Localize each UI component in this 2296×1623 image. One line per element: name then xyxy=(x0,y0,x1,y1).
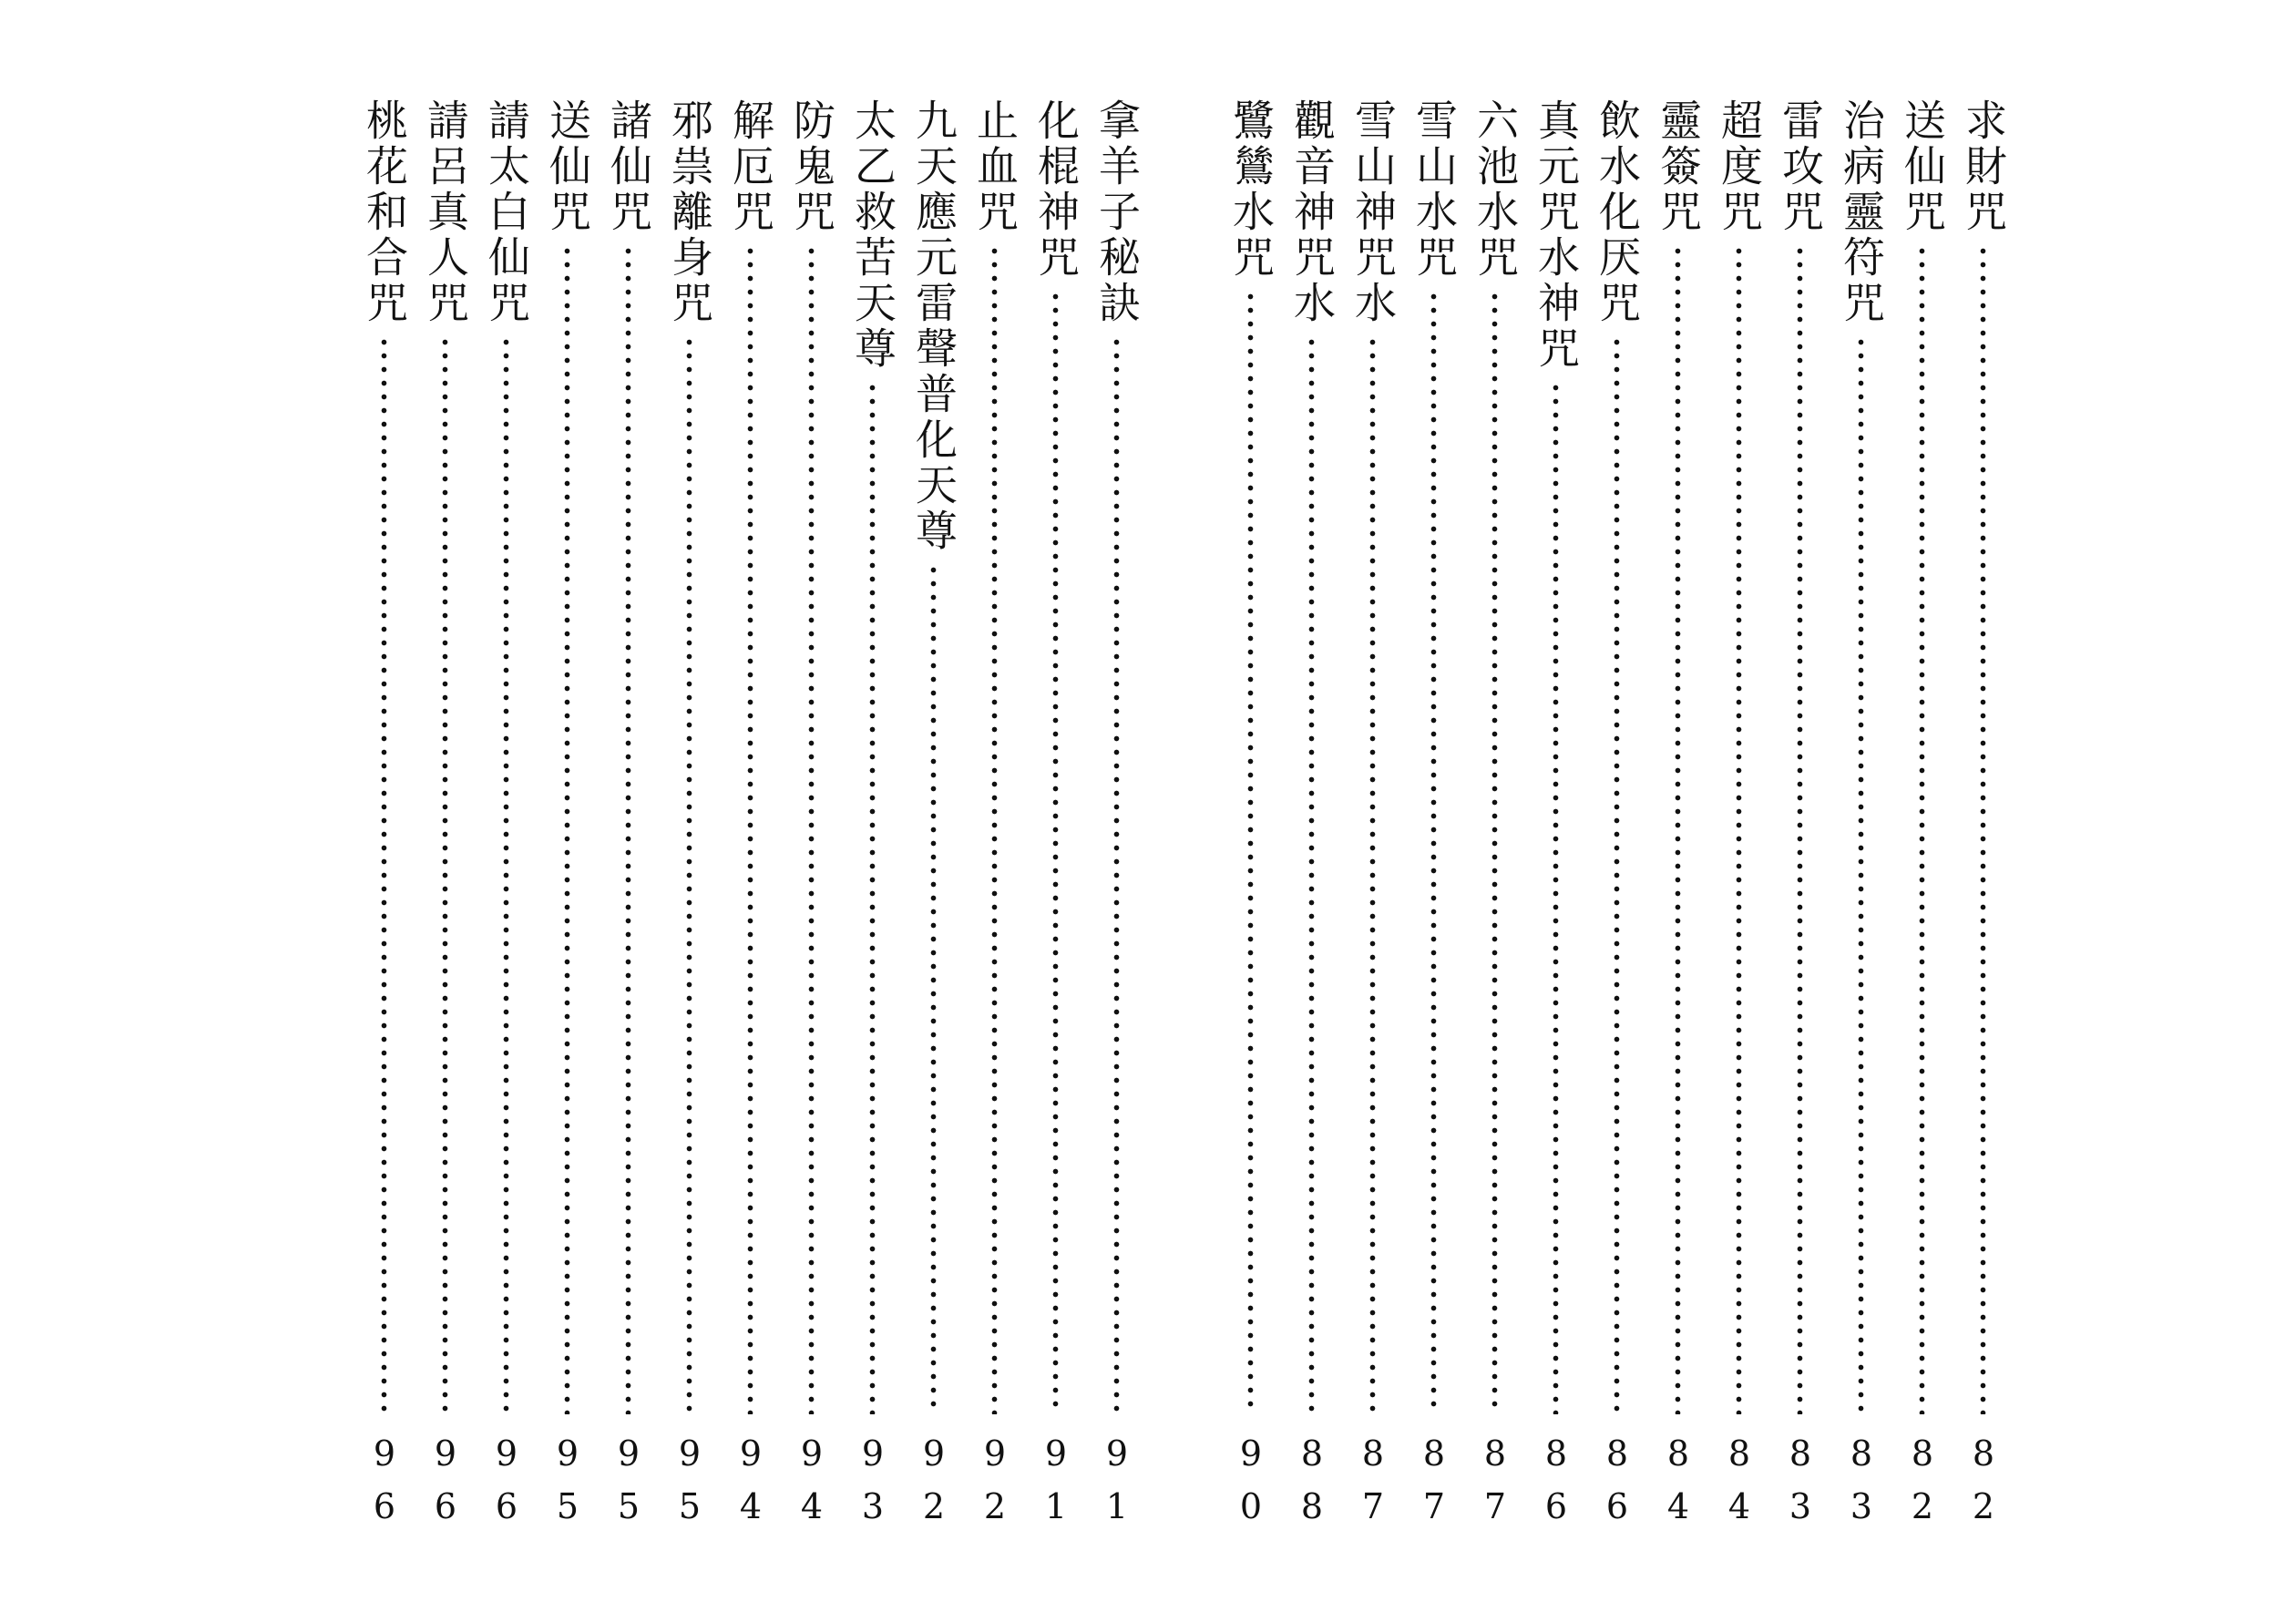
dot-leader xyxy=(808,244,815,1414)
toc-entry xyxy=(1221,98,1281,1539)
dot-leader xyxy=(1553,381,1559,1414)
toc-entry xyxy=(1343,98,1403,1539)
dot-leader xyxy=(1797,244,1803,1414)
entry-title: 靈簽咒 xyxy=(1654,98,1703,235)
dot-leader xyxy=(1919,244,1925,1414)
page-number: 95 xyxy=(670,1433,710,1539)
toc-entry xyxy=(1087,98,1147,1539)
entry-title: 桃花和合咒 xyxy=(360,98,409,326)
page-number: 84 xyxy=(1658,1433,1698,1539)
toc-entry xyxy=(1831,98,1891,1539)
toc-entry xyxy=(782,98,842,1539)
page-number: 90 xyxy=(1231,1433,1271,1539)
entry-title: 請太白仙咒 xyxy=(482,98,531,326)
dot-leader xyxy=(564,244,570,1414)
entry-title: 防鬼咒 xyxy=(787,98,836,235)
entry-title: 雪山神咒水 xyxy=(1348,98,1398,326)
entry-title: 雷攻咒 xyxy=(1776,98,1825,235)
page-number: 83 xyxy=(1841,1433,1881,1539)
entry-title: 治病靈符咒 xyxy=(1837,98,1886,326)
dot-leader xyxy=(1980,244,1986,1414)
entry-title: 飲水化厌咒 xyxy=(1593,98,1642,326)
dot-leader xyxy=(991,244,998,1414)
dot-leader xyxy=(1308,335,1315,1414)
dot-leader xyxy=(869,381,876,1414)
toc-entry xyxy=(660,98,720,1539)
page-number: 94 xyxy=(792,1433,832,1539)
toc-entry xyxy=(599,98,659,1539)
dot-leader xyxy=(1430,290,1437,1414)
toc-entry xyxy=(1587,98,1647,1539)
entry-title: 六池水咒 xyxy=(1471,98,1520,281)
page-number: 82 xyxy=(1963,1433,2004,1539)
page-number: 87 xyxy=(1414,1433,1454,1539)
page-number: 84 xyxy=(1719,1433,1759,1539)
toc-entry xyxy=(1026,98,1086,1539)
entry-title: 九天應元雷聲普化天尊 xyxy=(909,98,958,554)
toc-entry xyxy=(415,98,476,1539)
entry-title: 送仙咒 xyxy=(543,98,592,235)
entry-title: 雪山水咒 xyxy=(1409,98,1459,281)
toc-entry xyxy=(1404,98,1464,1539)
page-number: 96 xyxy=(425,1433,466,1539)
page-number: 83 xyxy=(1780,1433,1820,1539)
toc-entry xyxy=(1953,98,2014,1539)
page-number: 87 xyxy=(1353,1433,1393,1539)
dot-leader xyxy=(1247,290,1254,1414)
dot-leader xyxy=(747,244,753,1414)
toc-entry xyxy=(1770,98,1830,1539)
toc-entry xyxy=(1526,98,1586,1539)
page-number: 92 xyxy=(914,1433,954,1539)
entry-title: 求財咒 xyxy=(1959,98,2008,235)
page-number: 91 xyxy=(1097,1433,1137,1539)
entry-title: 真元咒水神咒 xyxy=(1532,98,1581,372)
page-number: 95 xyxy=(548,1433,588,1539)
dot-leader xyxy=(930,563,937,1414)
toc-entry xyxy=(843,98,903,1539)
dot-leader xyxy=(442,335,448,1414)
page-number: 86 xyxy=(1536,1433,1576,1539)
toc-entry xyxy=(965,98,1025,1539)
dot-leader xyxy=(381,335,387,1414)
page-number: 96 xyxy=(487,1433,527,1539)
toc-entry xyxy=(1892,98,1953,1539)
dot-leader xyxy=(1675,244,1681,1414)
dot-leader xyxy=(1736,244,1742,1414)
page-number: 94 xyxy=(731,1433,771,1539)
page-number: 86 xyxy=(1597,1433,1637,1539)
entry-title: 拿羊子秘訣 xyxy=(1092,98,1142,326)
page-number: 82 xyxy=(1902,1433,1942,1539)
dot-leader xyxy=(503,335,509,1414)
page-number: 88 xyxy=(1292,1433,1332,1539)
dot-leader xyxy=(1052,290,1059,1414)
toc-entry xyxy=(538,98,598,1539)
page-number: 92 xyxy=(975,1433,1015,1539)
toc-entry xyxy=(1465,98,1525,1539)
toc-entry xyxy=(354,98,415,1539)
entry-title: 請呂真人咒 xyxy=(421,98,470,326)
dot-leader xyxy=(686,335,692,1414)
entry-title: 觀音神咒水 xyxy=(1287,98,1337,326)
dot-leader xyxy=(1858,335,1864,1414)
dot-leader xyxy=(1491,290,1498,1414)
toc-entry xyxy=(1282,98,1342,1539)
dot-leader xyxy=(625,244,631,1414)
toc-entry xyxy=(721,98,781,1539)
entry-title: 送仙咒 xyxy=(1898,98,1947,235)
page-number: 93 xyxy=(853,1433,893,1539)
entry-title: 超度咒 xyxy=(1715,98,1764,235)
entry-title: 邪祟離身咒 xyxy=(665,98,714,326)
entry-title: 解厄咒 xyxy=(726,98,775,235)
toc-entry xyxy=(1648,98,1708,1539)
dot-leader xyxy=(1369,335,1376,1414)
dot-leader xyxy=(1614,335,1620,1414)
toc-entry xyxy=(1709,98,1769,1539)
dot-leader xyxy=(1113,335,1120,1414)
entry-title: 太乙救苦天尊 xyxy=(848,98,897,372)
page-number: 95 xyxy=(609,1433,649,1539)
toc-entry xyxy=(477,98,537,1539)
entry-title: 鷺鷥水咒 xyxy=(1226,98,1276,281)
entry-title: 化棍神咒 xyxy=(1031,98,1081,281)
toc-entry xyxy=(904,98,964,1539)
page-number: 96 xyxy=(364,1433,405,1539)
entry-title: 止血咒 xyxy=(970,98,1020,235)
entry-title: 諸仙咒 xyxy=(604,98,653,235)
page-number: 91 xyxy=(1036,1433,1076,1539)
page-number: 87 xyxy=(1475,1433,1515,1539)
